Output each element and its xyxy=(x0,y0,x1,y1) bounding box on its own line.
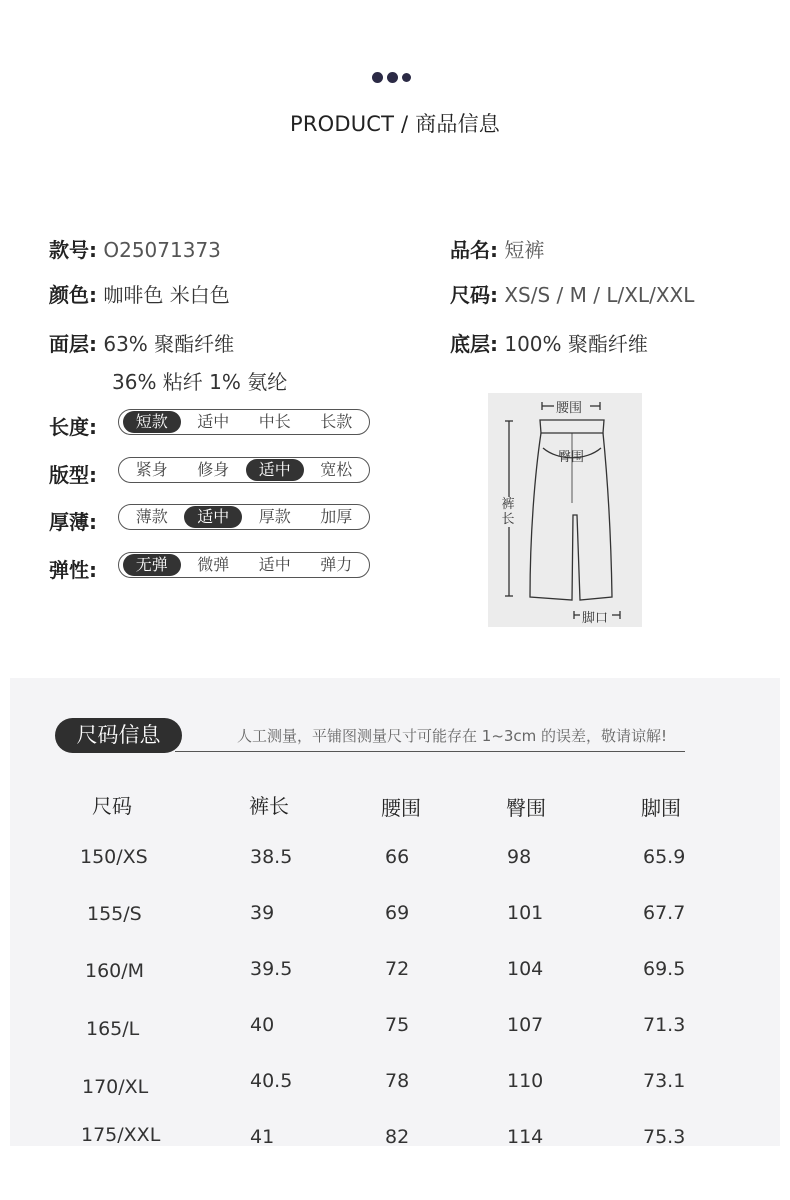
rating-label-length: 长度: xyxy=(49,415,97,439)
rating-option: 紧身 xyxy=(135,460,168,479)
spec-value: XS/S / M / L/XL/XXL xyxy=(504,283,695,307)
spec-style-no xyxy=(49,234,221,263)
rating-option: 薄款 xyxy=(135,507,168,526)
rating-option: 厚款 xyxy=(258,507,291,526)
size-col-header: 腰围 xyxy=(381,796,421,820)
size-col-header: 裤长 xyxy=(249,794,289,818)
diagram-label-waist: 腰围 xyxy=(556,401,583,416)
size-header-divider xyxy=(175,751,685,752)
size-cell: 78 xyxy=(385,1070,410,1092)
spec-surface xyxy=(49,328,234,357)
size-cell: 75.3 xyxy=(643,1126,686,1148)
rating-elasticity xyxy=(118,552,370,578)
rating-option: 短款 xyxy=(123,411,181,433)
rating-option: 微弹 xyxy=(197,555,230,574)
size-cell: 72 xyxy=(385,958,410,980)
spec-name xyxy=(450,234,544,263)
size-cell: 69.5 xyxy=(643,958,686,980)
rating-option: 修身 xyxy=(197,460,230,479)
size-cell: 69 xyxy=(385,902,410,924)
rating-option: 中长 xyxy=(258,412,291,431)
size-cell: 165/L xyxy=(86,1018,140,1040)
rating-option: 适中 xyxy=(246,459,304,481)
spec-surface-extra xyxy=(112,366,287,395)
spec-color xyxy=(49,279,230,308)
rating-label-fit: 版型: xyxy=(49,463,97,487)
spec-value: 咖啡色 米白色 xyxy=(103,283,230,307)
rating-option: 适中 xyxy=(184,506,242,528)
size-cell: 40 xyxy=(250,1014,275,1036)
rating-option: 无弹 xyxy=(123,554,181,576)
size-cell: 67.7 xyxy=(643,902,686,924)
spec-label: 底层: xyxy=(450,332,498,356)
spec-value: 短裤 xyxy=(504,238,545,262)
diagram-label-hip: 臀围 xyxy=(558,450,585,465)
size-cell: 39 xyxy=(250,902,275,924)
size-cell: 101 xyxy=(507,902,544,924)
size-cell: 71.3 xyxy=(643,1014,686,1036)
size-cell: 150/XS xyxy=(80,846,148,868)
size-cell: 160/M xyxy=(85,960,145,982)
size-cell: 175/XXL xyxy=(81,1124,161,1146)
size-cell: 104 xyxy=(507,958,544,980)
size-info-badge: 尺码信息 xyxy=(55,718,182,753)
rating-option: 弹力 xyxy=(320,555,353,574)
spec-size xyxy=(450,279,694,308)
spec-label: 面层: xyxy=(49,332,97,356)
spec-label: 品名: xyxy=(450,238,498,262)
spec-label: 颜色: xyxy=(49,283,97,307)
size-cell: 75 xyxy=(385,1014,410,1036)
rating-length xyxy=(118,409,370,435)
rating-label-thickness: 厚薄: xyxy=(49,510,97,534)
size-col-header: 尺码 xyxy=(92,794,132,818)
header-dots xyxy=(372,72,411,83)
rating-option: 适中 xyxy=(258,555,291,574)
spec-lining xyxy=(450,328,648,357)
size-cell: 98 xyxy=(507,846,532,868)
size-cell: 73.1 xyxy=(643,1070,686,1092)
rating-option: 加厚 xyxy=(320,507,353,526)
diagram-label-hem: 脚口 xyxy=(582,611,609,626)
size-cell: 107 xyxy=(507,1014,544,1036)
size-cell: 110 xyxy=(507,1070,544,1092)
page-title: PRODUCT / 商品信息 xyxy=(289,112,501,136)
size-col-header: 臀围 xyxy=(506,796,546,820)
rating-option: 适中 xyxy=(197,412,230,431)
rating-fit xyxy=(118,457,370,483)
diagram-label-length: 裤长 xyxy=(501,497,515,527)
pants-measurement-diagram xyxy=(488,393,642,627)
size-cell: 39.5 xyxy=(250,958,293,980)
size-cell: 41 xyxy=(250,1126,275,1148)
size-cell: 114 xyxy=(507,1126,544,1148)
spec-label: 款号: xyxy=(49,238,97,262)
spec-value: 63% 聚酯纤维 xyxy=(103,332,235,356)
dot-decoration xyxy=(387,72,398,83)
size-cell: 170/XL xyxy=(82,1076,149,1098)
spec-label: 尺码: xyxy=(450,283,498,307)
size-cell: 65.9 xyxy=(643,846,686,868)
size-cell: 40.5 xyxy=(250,1070,293,1092)
dot-decoration xyxy=(372,72,383,83)
size-cell: 66 xyxy=(385,846,410,868)
rating-option: 长款 xyxy=(320,412,353,431)
spec-value: O25071373 xyxy=(103,238,221,262)
size-cell: 82 xyxy=(385,1126,410,1148)
rating-option: 宽松 xyxy=(320,460,353,479)
dot-decoration xyxy=(402,73,411,82)
spec-value: 36% 粘纤 1% 氨纶 xyxy=(112,370,288,394)
size-col-header: 脚围 xyxy=(641,796,681,820)
rating-label-elasticity: 弹性: xyxy=(49,558,97,582)
spec-value: 100% 聚酯纤维 xyxy=(504,332,648,356)
rating-thickness xyxy=(118,504,370,530)
size-cell: 38.5 xyxy=(250,846,293,868)
size-measure-note: 人工测量，平铺图测量尺寸可能存在 1~3cm 的误差，敬请谅解! xyxy=(237,727,668,745)
size-cell: 155/S xyxy=(87,903,142,925)
